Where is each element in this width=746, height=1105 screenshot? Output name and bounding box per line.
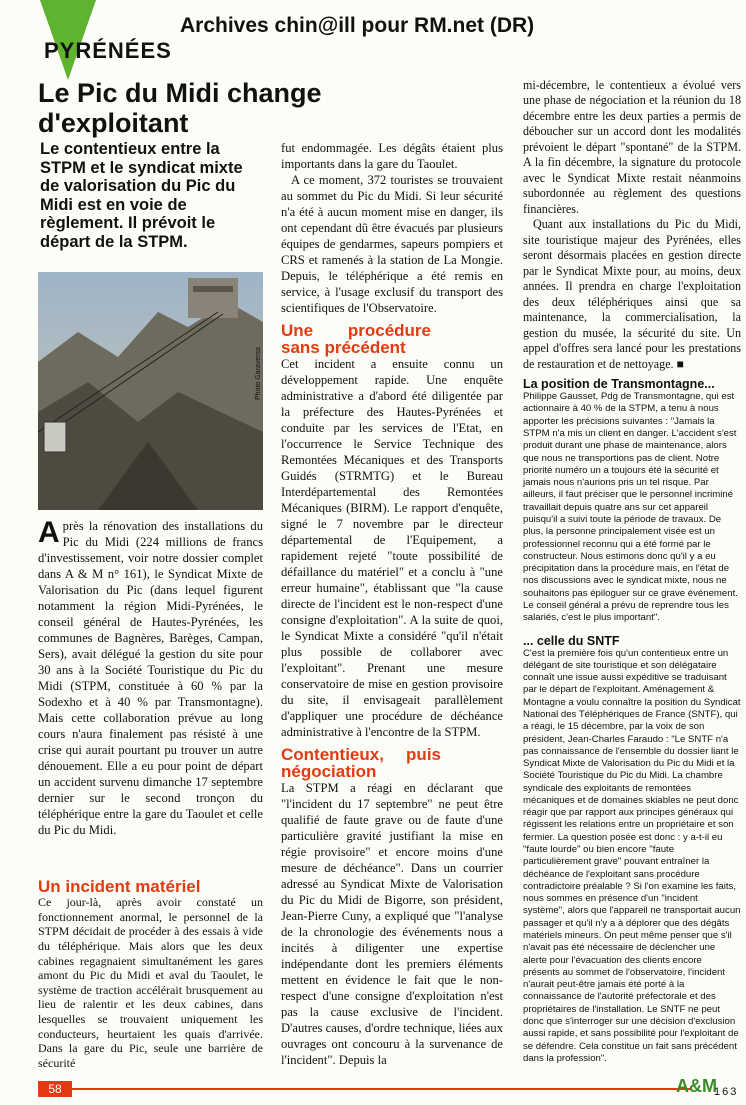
contentieux-text: La STPM a réagi en déclarant que "l'incident du 17 septembre" ne peut être qualifié de faute grave ou de faute d'une particulière gravité justifiant la mise en régie provisoire" et encore moins d'une mesure de déchéance". Dans un courrier adressé au Syndicat Mixte de Valorisation du Pic du Midi de Bigorre, son président, Jean-Pierre Cuny, a expliqué que "l'analyse de la chronologie des événements nous a incités à diligenter une expertise indépendante dont les premiers éléments mettent en évidence le fait que le non-respect d'une consigne d'exploitation n'est pas la cause exclusive de l'incident. D'autres causes, d'ordre technique, liées aux ouvrages ont concouru à la survenance de l'incident". Depuis la	[281, 781, 503, 1067]
col2-paragraph-a: fut endommagée. Les dégâts étaient plus importants dans la gare du Taoulet.	[281, 141, 503, 171]
cable-car-photo	[38, 272, 263, 510]
col3-paragraph-a: mi-décembre, le contentieux a évolué vers une phase de négociation et la réunion du 18 décembre entre les deux parties a permis de déboucher sur un accord dont les modalités prévoient le départ "spontané" de la STPM. A la fin décembre, la signature du protocole avec le Syndicat Mixte restait néanmoins subordonnée au règlement des questions financières.	[523, 78, 741, 216]
subhead-incident: Un incident matériel	[38, 877, 201, 896]
subhead-contentieux: Contentieux, puis négociation	[281, 745, 441, 781]
subhead-procedure: Une procédure sans précédent	[281, 321, 431, 357]
archive-watermark: Archives chin@ill pour RM.net (DR)	[180, 14, 535, 37]
column-two	[281, 140, 503, 1068]
drop-cap: A	[38, 516, 60, 549]
magazine-logo: A&M	[676, 1076, 717, 1096]
footer-rule	[40, 1088, 690, 1090]
article-title: Le Pic du Midi change d'exploitant	[38, 78, 322, 138]
column-three	[523, 78, 741, 1065]
sidebar-transmontagne	[523, 378, 741, 624]
incident-text: Ce jour-là, après avoir constaté un fonctionnement anormal, le personnel de la STPM décidait de procéder à des essais à vide du téléphérique. Mais alors que les deux cabines regagnaient simultanément les gares amont du Pic du Midi et aval du Taoulet, le système de traction accélérait brusquement au lieu de ralentir et les deux cabines, dans lesquelles se trouvaient uniquement les conducteurs, heurtaient les quais d'arrivée. Dans la gare du Pic, seule une barrière de sécurité	[38, 895, 263, 1071]
col2-paragraph-b: A ce moment, 372 touristes se trouvaient au sommet du Pic du Midi. Si leur sécurité n'a été à aucun moment mise en danger, ils ont cependant dû être évacués par plusieurs équipes de gendarmes, sapeurs pompiers et CRS et ramenés à la station de La Mongie. Depuis, le téléphérique a été remis en service, à l'usage exclusif du transport des scientifiques de l'Observatoire.	[281, 173, 503, 315]
sidebar-heading-sntf: ... celle du SNTF	[523, 633, 620, 648]
sidebar-sntf	[523, 635, 741, 1066]
page-number-left: 58	[38, 1081, 72, 1097]
col3-paragraph-b: Quant aux installations du Pic du Midi, site touristique majeur des Pyrénées, elles seront désormais placées en gestion directe par le Syndicat Mixte pour, au moins, deux années. Il prendra en charge l'exploitation des deux téléphériques ainsi que sa maintenance, la commercialisation, la gestion du musée, la sécurité du site. Un appel d'offres sera lancé pour les prestations de restauration et de nettoyage. ■	[523, 217, 741, 371]
article-lead: Le contentieux entre la STPM et le syndicat mixte de valorisation du Pic du Midi est en voie de règlement. Il prévoit le départ de la STPM.	[40, 140, 243, 251]
photo-credit: Photo Garaventa	[255, 347, 262, 400]
region-label: PYRÉNÉES	[44, 38, 172, 63]
section-incident	[38, 878, 263, 1071]
sidebar-heading-transmontagne: La position de Transmontagne...	[523, 377, 715, 392]
sidebar-text-sntf: C'est la première fois qu'un contentieux entre un délégant de site touristique et son délégataire connaît une issue aussi expéditive se traduisant par le départ de l'exploitant. Aménagement & Montagne a voulu connaître la position du Syndicat National des Téléphériques de France (SNTF), qui a réagi, le 15 décembre, par la voix de son président, Jean-Charles Faraudo : "Le SNTF n'a pas connaissance de l'ensemble du dossier liant le Syndicat Mixte de Valorisation du Pic du Midi et la Société Touristique du Pic du Midi. La chambre syndicale des exploitants de remontées mécaniques et de domaines skiables ne peut donc réagir que par rapport aux principes généraux qui régissent les relations entre un propriétaire et son fermier. La question posée est donc : y a-t-il eu "faute lourde" ou bien encore "faute particulièrement grave" pouvant entraîner la déchéance de l'exploitant sans procédure contradictoire préalable ? Si l'on examine les faits, nous sommes en présence d'un "incident système", alors que l'appareil ne transportait aucun passager et qu'il n'y a à déplorer que des dégâts matériels mineurs. On peut même penser que s'il n'avait pas été nécessaire de déclencher une alerte pour l'évacuation des clients encore présents au sommet de l'observatoire, l'incident n'aurait peut-être jamais été porté à la connaissance de l'autorité préfectorale et des propriétaires de l'installation. Le SNTF ne peut donc que s'interroger sur une décision d'exclusion aussi rapide, et sans possibilité pour l'exploitant de se défendre. Cela constitue un fait sans précédent dans la profession".	[523, 647, 741, 1064]
sidebar-text-transmontagne: Philippe Gausset, Pdg de Transmontagne, qui est actionnaire à 40 % de la STPM, a tenu à nous apporter les précisions suivantes : "Jamais la STPM n'a mis un client en danger. L'accident s'est produit durant une phase de maintenance, alors que nous ne transportions pas de client. Notre priorité numéro un a toujours été la sécurité et jamais nous n'aurions pris un tel risque. Par ailleurs, il faut préciser que le personnel incriminé travaillait depuis quatre ans sur cet appareil puisqu'il a suivi toute la période de travaux. De plus, la personne principalement visée est un professionnel reconnu qui a été formé par le constructeur. Nous estimons donc qu'il y a eu précipitation dans la procédure mais, en l'état de nos discussions avec le syndicat mixte, nous ne souhaitons pas épiloguer sur ce grave événement. Le conseil général a prévu de reprendre tous les salariés, c'est le plus important".	[523, 391, 738, 624]
procedure-text: Cet incident a ensuite connu un développement rapide. Une enquête administrative a d'abord été diligentée par la préfecture des Hautes-Pyrénées et conduite par les services de l'Etat, en l'occurrence le Service Technique des Remontées Mécaniques et des Transports Guidés (STRMTG) et le Bureau Interdépartemental des Remontées Mécaniques (BIRM). Le rapport d'enquête, signé le 7 novembre par le directeur départemental de l'Equipement, a rapidement rejeté "toute possibilité de défaillance du matériel" et a conclu à "une erreur humaine", établissant que "la cause directe de l'incident est le non-respect d'une consigne d'exploitation". A la suite de quoi, le Syndicat Mixte a considéré "qu'il n'était plus possible de collaborer avec l'exploitant". Prenant une mesure conservatoire de mise en gestion provisoire du site, il envisageait parallèlement d'appliquer une procédure de déchéance administrative à l'encontre de la STPM.	[281, 357, 503, 739]
intro-paragraph	[38, 518, 263, 838]
page-number-right: 163	[714, 1086, 739, 1098]
intro-text: près la rénovation des installations du Pic du Midi (224 millions de francs d'investissement, voir notre dossier complet dans A & M n° 161), le Syndicat Mixte de Valorisation du Pic (dans lequel figurent notamment la région Midi-Pyrénées, le conseil général de Hautes-Pyrénées, les communes de Bagnères, Barèges, Campan, Sers), avait délégué la gestion du site pour 30 ans à la Société Touristique du Pic du Midi (STPM, constituée à 60 % par la Sodexho et à 40 % par Transmontagne). Mais cette collaboration prévue au long cours n'aura finalement pas résisté à une crise qui aurait pourtant pu trouver un autre dénouement. Elle a eu pour point de départ un accident survenu dimanche 17 septembre dernier sur le second tronçon du téléphérique entre la gare du Taoulet et celle du Pic du Midi.	[38, 519, 263, 837]
